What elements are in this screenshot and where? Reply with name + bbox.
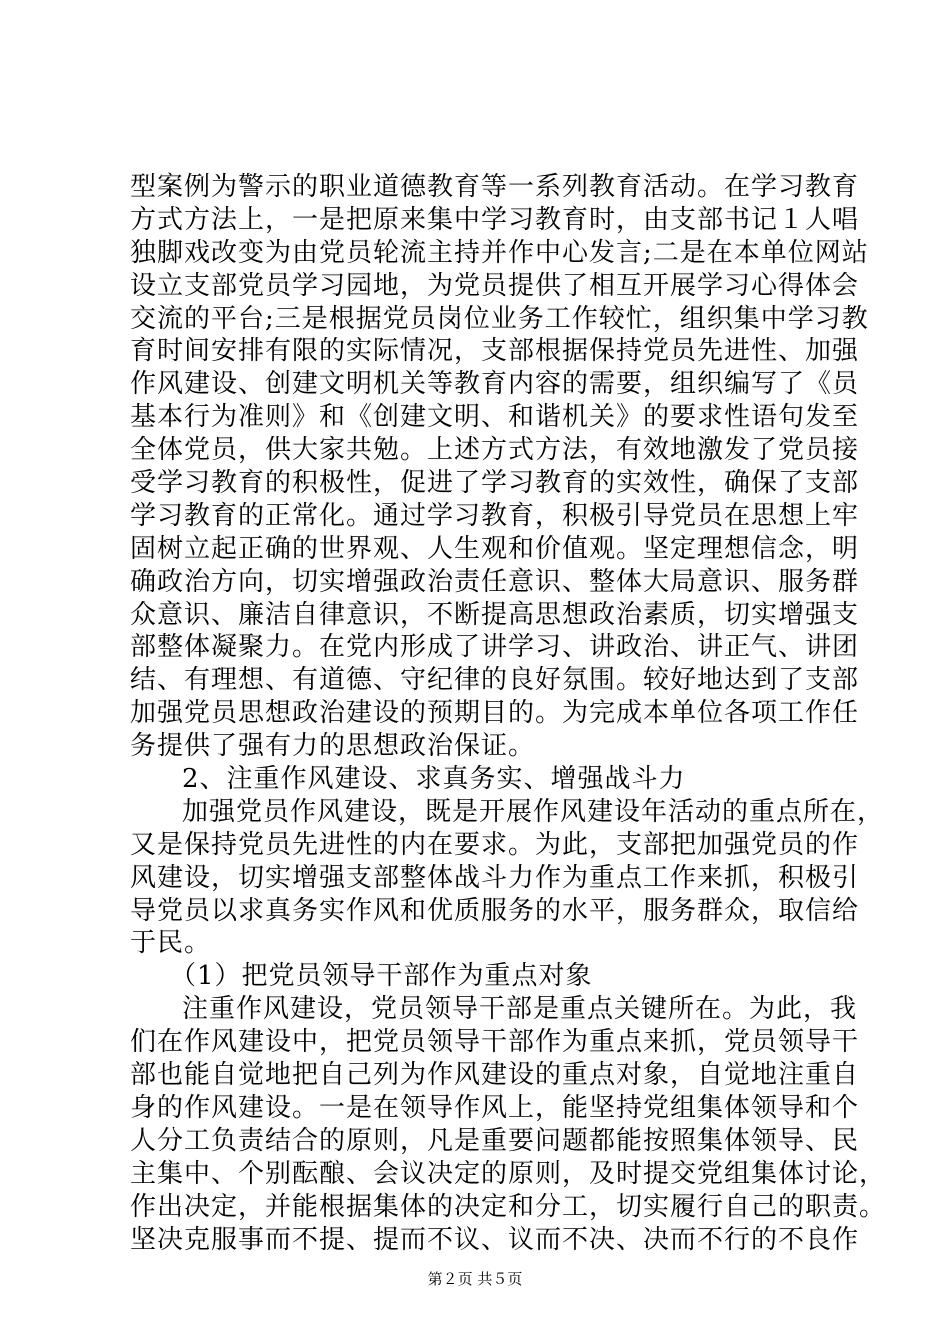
text-line: 加强党员思想政治建设的预期目的。为完成本单位各项工作任 [130, 698, 860, 729]
text-line: 加强党员作风建设，既是开展作风建设年活动的重点所在， [182, 796, 885, 827]
text-line: 受学习教育的积极性，促进了学习教育的实效性，确保了支部 [130, 468, 860, 499]
text-line: 身的作风建设。一是在领导作风上，能坚持党组集体领导和个 [130, 1092, 860, 1123]
section-heading: 2、注重作风建设、求真务实、增强战斗力 [182, 764, 686, 795]
text-line: 主集中、个别酝酿、会议决定的原则，及时提交党组集体讨论， [130, 1158, 887, 1189]
body-text [130, 171, 887, 1256]
text-line: 导党员以求真务实作风和优质服务的水平，服务群众，取信给 [130, 895, 860, 926]
text-line: 学习教育的正常化。通过学习教育，积极引导党员在思想上牢 [130, 500, 860, 531]
text-line: 又是保持党员先进性的内在要求。为此，支部把加强党员的作 [130, 829, 860, 860]
text-line: 基本行为准则》和《创建文明、和谐机关》的要求性语句发至 [130, 402, 860, 433]
text-line: 部整体凝聚力。在党内形成了讲学习、讲政治、讲正气、讲团 [130, 632, 860, 663]
text-line: 设立支部党员学习园地，为党员提供了相互开展学习心得体会 [130, 270, 860, 301]
text-line: 务提供了强有力的思想政治保证。 [130, 731, 536, 762]
text-line: 结、有理想、有道德、守纪律的良好氛围。较好地达到了支部 [130, 665, 860, 696]
page-number-label: 第２页 共５页 [427, 1270, 523, 1288]
text-line: 们在作风建设中，把党员领导干部作为重点来抓，党员领导干 [130, 1027, 860, 1058]
text-line: 独脚戏改变为由党员轮流主持并作中心发言;二是在本单位网站 [130, 237, 869, 268]
text-line: 方式方法上，一是把原来集中学习教育时，由支部书记１人唱 [130, 204, 860, 235]
text-line: 型案例为警示的职业道德教育等一系列教育活动。在学习教育 [130, 172, 860, 202]
text-line: 人分工负责结合的原则，凡是重要问题都能按照集体领导、民 [130, 1125, 860, 1156]
text-line: 作出决定，并能根据集体的决定和分工，切实履行自己的职责。 [130, 1191, 887, 1222]
text-line: 部也能自觉地把自己列为作风建设的重点对象，自觉地注重自 [130, 1060, 860, 1091]
text-line: 注重作风建设，党员领导干部是重点关键所在。为此，我 [182, 994, 858, 1025]
text-line: 交流的平台;三是根据党员岗位业务工作较忙，组织集中学习教 [130, 303, 869, 334]
text-line: 坚决克服事而不提、提而不议、议而不决、决而不行的不良作 [130, 1224, 860, 1255]
text-line: 固树立起正确的世界观、人生观和价值观。坚定理想信念，明 [130, 533, 860, 564]
text-line: 风建设，切实增强支部整体战斗力作为重点工作来抓，积极引 [130, 862, 860, 893]
page-footer [0, 1269, 950, 1289]
text-line: 全体党员，供大家共勉。上述方式方法，有效地激发了党员接 [130, 435, 860, 466]
text-line: 众意识、廉洁自律意识，不断提高思想政治素质，切实增强支 [130, 599, 860, 630]
text-line: 于民。 [130, 928, 212, 959]
text-line: 作风建设、创建文明机关等教育内容的需要，组织编写了《员 [130, 369, 860, 400]
text-line: 育时间安排有限的实际情况，支部根据保持党员先进性、加强 [130, 336, 860, 367]
subsection-heading: （1）把党员领导干部作为重点对象 [170, 961, 593, 992]
text-line: 确政治方向，切实增强政治责任意识、整体大局意识、服务群 [130, 566, 860, 597]
